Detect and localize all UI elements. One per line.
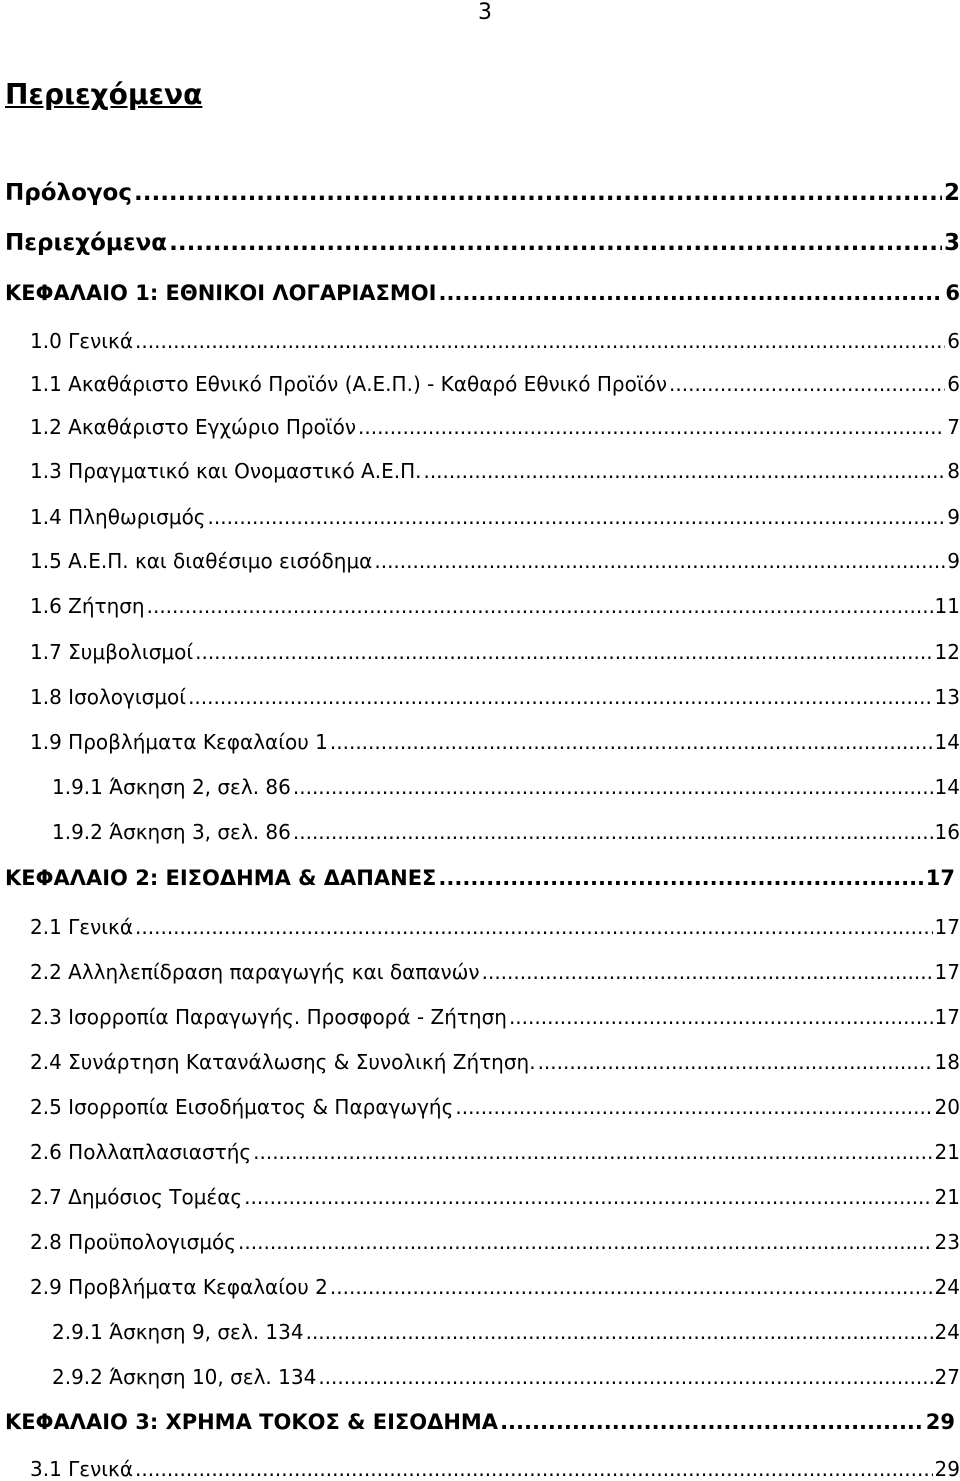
toc-entry-title: 1.7 Συμβολισμοί	[30, 640, 194, 664]
toc-entry-page: 6	[945, 281, 960, 305]
toc-entry-contents[interactable]	[5, 230, 960, 256]
toc-entry-page: 6	[947, 372, 960, 396]
toc-entry-page: 2	[943, 180, 960, 206]
toc-entry-title: ΚΕΦΑΛΑΙΟ 1: ΕΘΝΙΚΟΙ ΛΟΓΑΡΙΑΣΜΟΙ	[5, 281, 437, 305]
toc-entry-section[interactable]	[30, 506, 960, 529]
toc-leader-dots	[423, 460, 945, 483]
toc-entry-title: 1.9.1 Άσκηση 2, σελ. 86	[52, 775, 291, 799]
toc-leader-dots	[455, 1096, 932, 1119]
toc-leader-dots	[244, 1186, 932, 1209]
toc-entry-subsection[interactable]	[52, 776, 960, 799]
toc-entry-page: 24	[934, 1320, 960, 1344]
toc-leader-dots	[330, 1276, 933, 1299]
toc-entry-title: 1.5 Α.Ε.Π. και διαθέσιμο εισόδημα	[30, 549, 373, 573]
toc-entry-title: 3.1 Γενικά	[30, 1457, 134, 1481]
page-number: 3	[478, 0, 492, 25]
toc-entry-title: 1.6 Ζήτηση	[30, 594, 145, 618]
toc-entry-chapter-2[interactable]	[5, 866, 955, 890]
toc-entry-title: 2.8 Προϋπολογισμός	[30, 1230, 237, 1254]
toc-leader-dots	[169, 230, 942, 256]
toc-entry-title: 2.9.1 Άσκηση 9, σελ. 134	[52, 1320, 304, 1344]
toc-entry-subsection[interactable]	[52, 821, 960, 844]
toc-leader-dots	[135, 1458, 933, 1481]
toc-entry-title: 2.9 Προβλήματα Κεφαλαίου 2	[30, 1275, 328, 1299]
toc-entry-page: 9	[947, 505, 960, 529]
toc-leader-dots	[330, 731, 933, 754]
toc-leader-dots	[318, 1366, 932, 1389]
toc-entry-title: Περιεχόμενα	[5, 230, 168, 256]
toc-entry-section[interactable]	[30, 1006, 960, 1029]
toc-entry-section[interactable]	[30, 330, 960, 353]
toc-entry-title: 1.8 Ισολογισμοί	[30, 685, 187, 709]
toc-entry-title: 2.9.2 Άσκηση 10, σελ. 134	[52, 1365, 317, 1389]
toc-leader-dots	[147, 595, 933, 618]
toc-leader-dots	[238, 1231, 933, 1254]
toc-entry-page: 14	[934, 775, 960, 799]
toc-entry-section[interactable]	[30, 416, 960, 439]
toc-entry-title: ΚΕΦΑΛΑΙΟ 3: ΧΡΗΜΑ ΤΟΚΟΣ & ΕΙΣΟΔΗΜΑ	[5, 1410, 499, 1434]
toc-leader-dots	[134, 180, 942, 206]
toc-leader-dots	[208, 506, 946, 529]
toc-entry-section[interactable]	[30, 961, 960, 984]
toc-entry-section[interactable]	[30, 1096, 960, 1119]
toc-entry-title: 2.4 Συνάρτηση Κατανάλωσης & Συνολική Ζήτηση.	[30, 1050, 536, 1074]
toc-entry-title: 2.3 Ισορροπία Παραγωγής. Προσφορά - Ζήτηση	[30, 1005, 507, 1029]
toc-entry-title: ΚΕΦΑΛΑΙΟ 2: ΕΙΣΟΔΗΜΑ & ΔΑΠΑΝΕΣ	[5, 866, 437, 890]
toc-entry-chapter-1[interactable]	[5, 281, 960, 305]
toc-leader-dots	[135, 916, 933, 939]
toc-entry-page: 17	[934, 915, 960, 939]
toc-entry-page: 23	[934, 1230, 960, 1254]
toc-entry-page: 17	[934, 960, 960, 984]
toc-entry-page: 7	[947, 415, 960, 439]
toc-entry-page: 14	[934, 730, 960, 754]
toc-leader-dots	[135, 330, 945, 353]
toc-entry-section[interactable]	[30, 550, 960, 573]
toc-entry-subsection[interactable]	[52, 1321, 960, 1344]
toc-entry-section[interactable]	[30, 1186, 960, 1209]
toc-entry-page: 18	[934, 1050, 960, 1074]
toc-leader-dots	[188, 686, 932, 709]
toc-entry-page: 13	[934, 685, 960, 709]
toc-entry-page: 8	[947, 459, 960, 483]
toc-entry-section[interactable]	[30, 1051, 960, 1074]
toc-entry-page: 29	[925, 1410, 955, 1434]
toc-entry-title: 2.6 Πολλαπλασιαστής	[30, 1140, 252, 1164]
toc-entry-page: 17	[934, 1005, 960, 1029]
toc-entry-page: 17	[925, 866, 955, 890]
toc-entry-title: 2.2 Αλληλεπίδραση παραγωγής και δαπανών	[30, 960, 480, 984]
toc-entry-section[interactable]	[30, 595, 960, 618]
toc-leader-dots	[438, 866, 923, 890]
toc-entry-title: 2.5 Ισορροπία Εισοδήματος & Παραγωγής	[30, 1095, 454, 1119]
toc-entry-page: 16	[934, 820, 960, 844]
toc-leader-dots	[538, 1051, 933, 1074]
toc-leader-dots	[293, 821, 933, 844]
toc-entry-title: 1.9 Προβλήματα Κεφαλαίου 1	[30, 730, 328, 754]
toc-entry-section[interactable]	[30, 1458, 960, 1481]
toc-entry-section[interactable]	[30, 686, 960, 709]
toc-entry-title: 1.3 Πραγματικό και Ονομαστικό Α.Ε.Π.	[30, 459, 422, 483]
toc-leader-dots	[509, 1006, 933, 1029]
toc-entry-section[interactable]	[30, 373, 960, 396]
toc-leader-dots	[374, 550, 945, 573]
toc-entry-page: 20	[934, 1095, 960, 1119]
toc-entry-page: 29	[934, 1457, 960, 1481]
toc-entry-prologue[interactable]	[5, 180, 960, 206]
toc-leader-dots	[438, 281, 943, 305]
toc-entry-title: 1.2 Ακαθάριστο Εγχώριο Προϊόν	[30, 415, 356, 439]
toc-leader-dots	[306, 1321, 933, 1344]
toc-entry-section[interactable]	[30, 1231, 960, 1254]
toc-leader-dots	[500, 1410, 924, 1434]
toc-leader-dots	[669, 373, 945, 396]
toc-entry-page: 21	[934, 1140, 960, 1164]
toc-entry-page: 24	[934, 1275, 960, 1299]
toc-entry-title: 2.7 Δημόσιος Τομέας	[30, 1185, 243, 1209]
toc-entry-section[interactable]	[30, 460, 960, 483]
toc-leader-dots	[195, 641, 932, 664]
toc-entry-title: 2.1 Γενικά	[30, 915, 134, 939]
toc-entry-subsection[interactable]	[52, 1366, 960, 1389]
toc-leader-dots	[293, 776, 933, 799]
toc-entry-page: 9	[947, 549, 960, 573]
toc-entry-page: 21	[934, 1185, 960, 1209]
toc-heading: Περιεχόμενα	[5, 78, 203, 111]
toc-entry-title: Πρόλογος	[5, 180, 132, 206]
toc-entry-page: 27	[934, 1365, 960, 1389]
toc-leader-dots	[358, 416, 945, 439]
toc-entry-title: 1.0 Γενικά	[30, 329, 134, 353]
toc-entry-page: 3	[943, 230, 960, 256]
toc-entry-section[interactable]	[30, 641, 960, 664]
toc-entry-title: 1.4 Πληθωρισμός	[30, 505, 206, 529]
toc-entry-title: 1.9.2 Άσκηση 3, σελ. 86	[52, 820, 291, 844]
toc-leader-dots	[253, 1141, 932, 1164]
toc-leader-dots	[482, 961, 933, 984]
toc-entry-section[interactable]	[30, 731, 960, 754]
toc-entry-page: 6	[947, 329, 960, 353]
toc-entry-title: 1.1 Ακαθάριστο Εθνικό Προϊόν (Α.Ε.Π.) - Καθαρό Εθνικό Προϊόν	[30, 372, 668, 396]
toc-entry-page: 12	[934, 640, 960, 664]
toc-entry-section[interactable]	[30, 1276, 960, 1299]
toc-entry-page: 11	[934, 594, 960, 618]
toc-entry-chapter-3[interactable]	[5, 1410, 955, 1434]
toc-entry-section[interactable]	[30, 1141, 960, 1164]
toc-entry-section[interactable]	[30, 916, 960, 939]
